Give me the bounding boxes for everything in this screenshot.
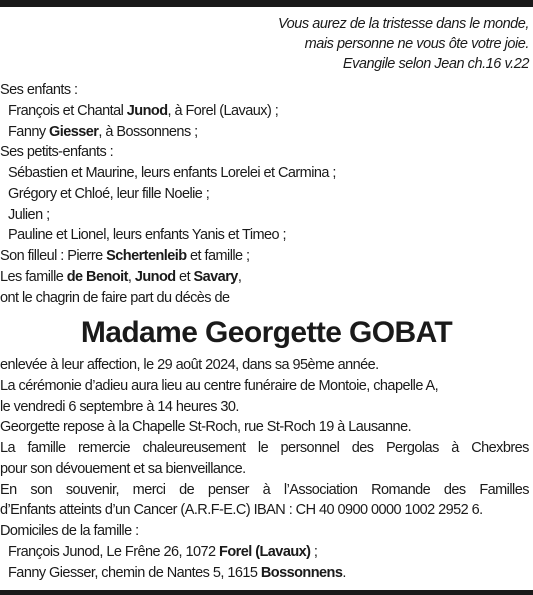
word: souvenir, xyxy=(65,481,119,498)
word: à xyxy=(451,440,459,456)
quote-source: Evangile selon Jean ch.16 v.22 xyxy=(342,56,529,72)
separator: . xyxy=(342,564,346,581)
address-entry xyxy=(0,563,533,584)
godson-surname: Schertenleib xyxy=(106,248,187,264)
word: de xyxy=(179,481,195,498)
address-town: Bossonnens xyxy=(260,564,343,581)
grandchild-entry: Pauline et Lionel, leurs enfants Yanis et Timeo ; xyxy=(8,227,287,244)
child-place: , à Forel (Lavaux) ; xyxy=(167,102,279,119)
grandchild-entry: Grégory et Chloé, leur fille Noelie ; xyxy=(8,185,210,202)
address-town: Forel (Lavaux) xyxy=(219,543,311,560)
grandchild-entry: Sébastien et Maurine, leurs enfants Lorelei et Carmina ; xyxy=(8,165,336,181)
details-block xyxy=(0,355,533,583)
separator: ; xyxy=(310,543,318,560)
detail-line: Georgette repose à la Chapelle St-Roch, rue St-Roch 19 à Lausanne. xyxy=(0,419,412,436)
godson-suffix: et famille ; xyxy=(186,248,250,264)
child-name: François et Chantal xyxy=(8,102,127,119)
family-surname: Savary xyxy=(193,268,238,285)
godson-entry xyxy=(0,246,533,267)
separator: , xyxy=(127,268,135,285)
detail-line: enlevée à leur affection, le 29 août 2024, dans sa 95ème année. xyxy=(0,357,379,373)
word: Romande xyxy=(371,481,431,498)
word: Chexbres xyxy=(471,440,529,456)
word: famille xyxy=(27,440,66,456)
domiciles-heading: Domiciles de la famille : xyxy=(0,523,139,539)
separator: , xyxy=(237,268,242,285)
separator: et xyxy=(175,268,194,285)
word: remercie xyxy=(78,440,130,456)
quote-line: Vous aurez de la tristesse dans le monde, xyxy=(277,16,529,32)
families-label: Les famille xyxy=(0,268,67,285)
child-name: Fanny xyxy=(8,123,50,140)
families-entry xyxy=(0,267,533,288)
detail-line: La cérémonie d’adieu aura lieu au centre funéraire de Montoie, chapelle A, xyxy=(0,377,439,394)
word: chaleureusement xyxy=(142,440,246,456)
detail-line: pour son dévouement et sa bienveillance. xyxy=(0,460,246,477)
address-text: Fanny Giesser, chemin de Nantes 5, 1615 xyxy=(8,564,261,581)
grandchild-entry: Julien ; xyxy=(8,206,50,223)
family-surname: Junod xyxy=(134,268,176,285)
detail-line-justified xyxy=(0,438,529,459)
word: le xyxy=(257,440,269,456)
word: La xyxy=(0,440,16,456)
word: merci xyxy=(132,481,166,498)
word: personnel xyxy=(280,440,340,456)
bottom-border-rule xyxy=(0,590,533,595)
children-heading: Ses enfants : xyxy=(0,82,78,98)
address-entry xyxy=(0,542,533,563)
top-border-rule xyxy=(0,0,533,7)
child-surname: Junod xyxy=(126,102,168,119)
grandchildren-heading: Ses petits-enfants : xyxy=(0,144,114,161)
bible-quote xyxy=(129,14,529,74)
family-surname: de Benoit xyxy=(66,268,128,285)
child-entry xyxy=(0,122,533,143)
word: des xyxy=(443,481,466,498)
child-surname: Giesser xyxy=(49,123,99,140)
word: l’Association xyxy=(283,481,358,498)
detail-line: le vendredi 6 septembre à 14 heures 30. xyxy=(0,398,239,415)
godson-label: Son filleul : Pierre xyxy=(0,248,107,264)
address-text: François Junod, Le Frêne 26, 1072 xyxy=(8,543,220,560)
family-list xyxy=(0,80,533,308)
word: son xyxy=(30,481,53,498)
detail-line: d’Enfants atteints d’un Cancer (A.R.F-E.C) IBAN : CH 40 0900 0000 1002 2952 6. xyxy=(0,502,483,519)
word: penser xyxy=(207,481,249,498)
detail-line-justified xyxy=(0,480,529,501)
word: En xyxy=(0,481,17,498)
child-entry xyxy=(0,101,533,122)
child-place: , à Bossonnens ; xyxy=(98,123,198,140)
word: Familles xyxy=(479,481,529,498)
deceased-name: Madame Georgette GOBAT xyxy=(80,316,453,349)
word: Pergolas xyxy=(385,440,439,456)
quote-line: mais personne ne vous ôte votre joie. xyxy=(304,36,529,52)
announcement-text: ont le chagrin de faire part du décès de xyxy=(0,289,230,306)
word: des xyxy=(351,440,374,456)
word: à xyxy=(262,481,271,498)
